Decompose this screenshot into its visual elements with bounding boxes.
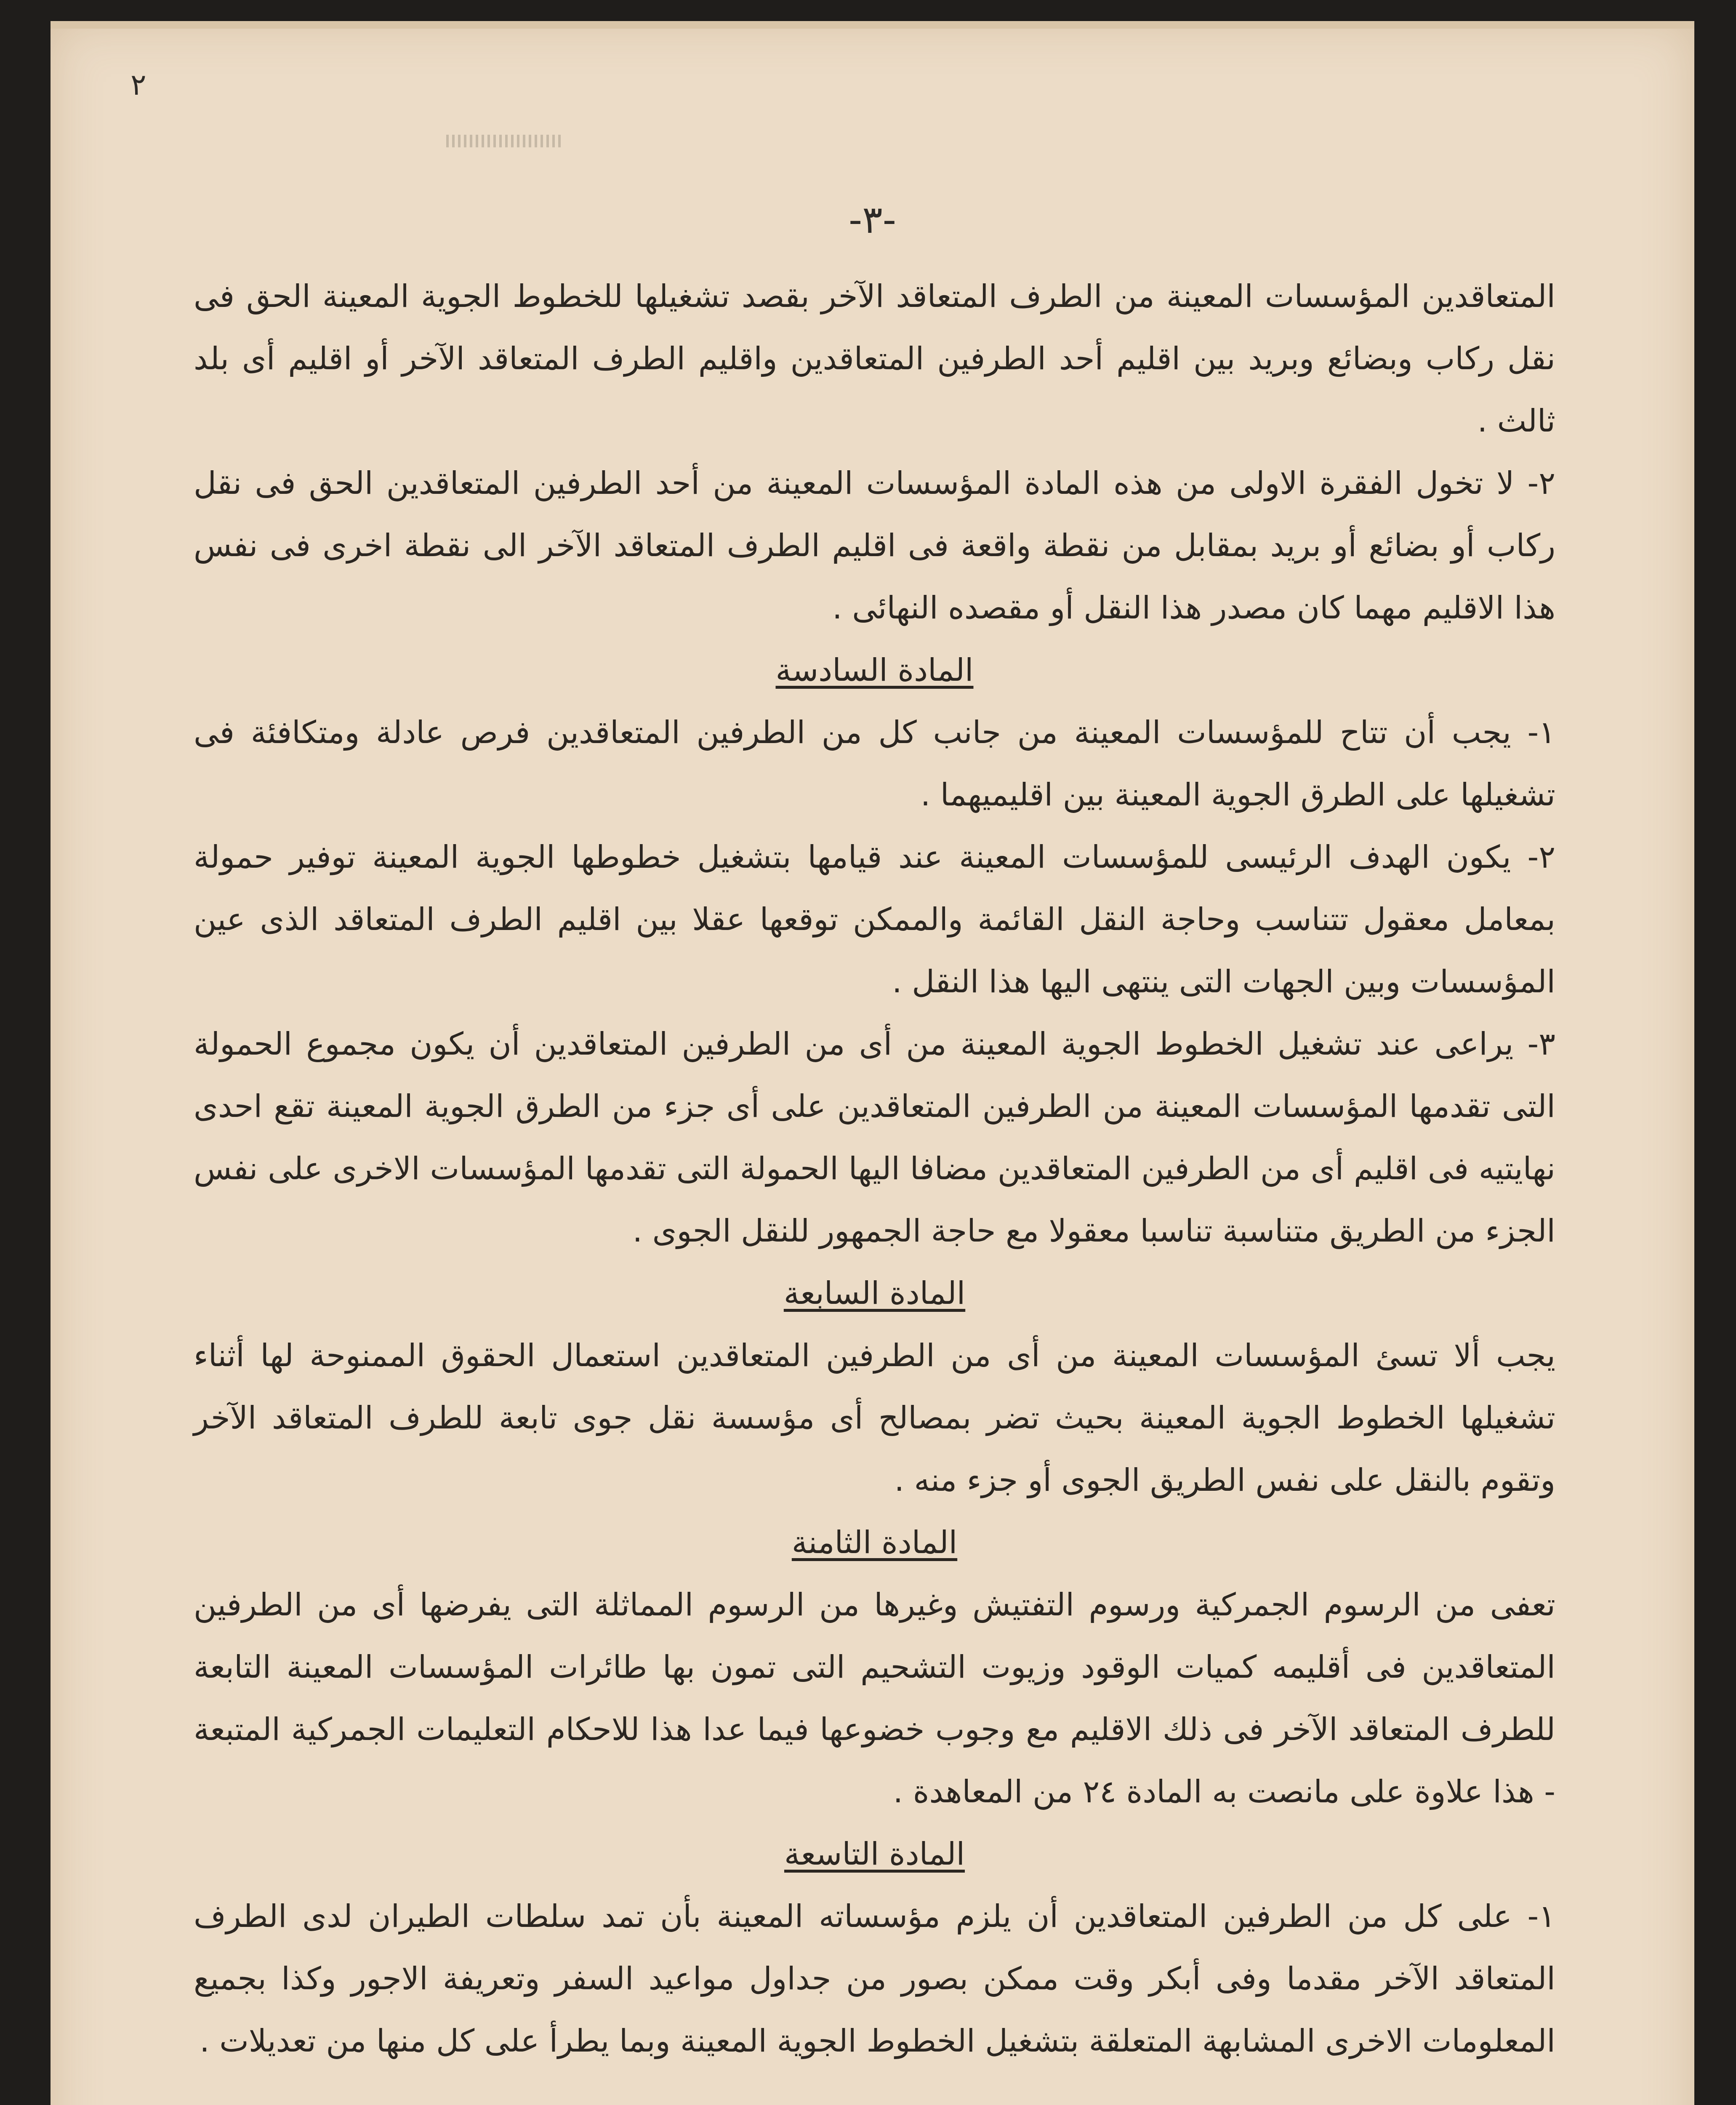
article6-paragraph1: ١- يجب أن تتاح للمؤسسات المعينة من جانب كل من الطرفين المتعاقدين فرص عادلة ومتكافئة فى تشغيلها على الطرق الجوية المعينة بين اقليميهما . — [194, 714, 1555, 813]
article7-title: المادة السابعة — [783, 1275, 966, 1311]
article9-paragraph1: ١- على كل من الطرفين المتعاقدين أن يلزم مؤسساته المعينة بأن تمد سلطات الطيران لدى الطرف المتعاقد الآخر مقدما وفى أبكر وقت ممكن بصور من جداول مواعيد السفر وتعريفة الاجور وكذا بجميع المعلومات الاخرى المشابهة المتعلقة بتشغيل الخطوط الجوية المعينة وبما يطرأ على كل منها من تعديلات . — [194, 1898, 1555, 2059]
article6-paragraph3: ٣- يراعى عند تشغيل الخطوط الجوية المعينة من أى من الطرفين المتعاقدين أن يكون مجموع الحمولة التى تقدمها المؤسسات المعينة من الطرفين المتعاقدين على أى جزء من الطرق الجوية المعينة تقع احدى نهايتيه فى اقليم أى من الطرفين المتعاقدين مضافا اليها الحمولة التى تقدمها المؤسسات الاخرى على نفس الجزء من الطريق متناسبة تناسبا معقولا مع حاجة الجمهور للنقل الجوى . — [194, 1026, 1555, 1249]
body-text — [194, 265, 1555, 2072]
article6-paragraph2: ٢- يكون الهدف الرئيسى للمؤسسات المعينة عند قيامها بتشغيل خطوطها الجوية المعينة توفير حمولة بمعامل معقول تتناسب وحاجة النقل القائمة والممكن توقعها عقلا بين اقليم الطرف المتعاقد الذى عين المؤسسات وبين الجهات التى ينتهى اليها هذا النقل . — [194, 839, 1555, 1000]
faded-stamp — [446, 135, 564, 147]
corner-mark: ٢ — [130, 67, 146, 102]
article8-title: المادة الثامنة — [791, 1524, 958, 1561]
article6-title: المادة السادسة — [775, 652, 974, 688]
document-page — [51, 21, 1694, 2105]
article5-paragraph2: ٢- لا تخول الفقرة الاولى من هذه المادة المؤسسات المعينة من أحد الطرفين المتعاقدين الحق فى نقل ركاب أو بضائع أو بريد بمقابل من نقطة واقعة فى اقليم الطرف المتعاقد الآخر الى نقطة اخرى فى نفس هذا الاقليم مهما كان مصدر هذا النقل أو مقصده النهائى . — [194, 465, 1555, 626]
page-number: -٣- — [848, 198, 897, 242]
article7-text: يجب ألا تسئ المؤسسات المعينة من أى من الطرفين المتعاقدين استعمال الحقوق الممنوحة لها أثناء تشغيلها الخطوط الجوية المعينة بحيث تضر بمصالح أى مؤسسة نقل جوى تابعة للطرف المتعاقد الآخر وتقوم بالنقل على نفس الطريق الجوى أو جزء منه . — [194, 1338, 1555, 1498]
article8-text: تعفى من الرسوم الجمركية ورسوم التفتيش وغيرها من الرسوم المماثلة التى يفرضها أى من الطرفين المتعاقدين فى أقليمه كميات الوقود وزيوت التشحيم التى تمون بها طائرات المؤسسات المعينة التابعة للطرف المتعاقد الآخر فى ذلك الاقليم مع وجوب خضوعها فيما عدا هذا للاحكام التعليمات الجمركية المتبعة - هذا علاوة على مانصت به المادة ٢٤ من المعاهدة . — [194, 1587, 1555, 1810]
scan-edge-strip — [51, 21, 1694, 29]
article9-title: المادة التاسعة — [784, 1836, 965, 1872]
intro-paragraph: المتعاقدين المؤسسات المعينة من الطرف المتعاقد الآخر بقصد تشغيلها للخطوط الجوية المعينة الحق فى نقل ركاب وبضائع وبريد بين اقليم أحد الطرفين المتعاقدين واقليم الطرف المتعاقد الآخر أو اقليم أى بلد ثالث . — [194, 278, 1555, 439]
